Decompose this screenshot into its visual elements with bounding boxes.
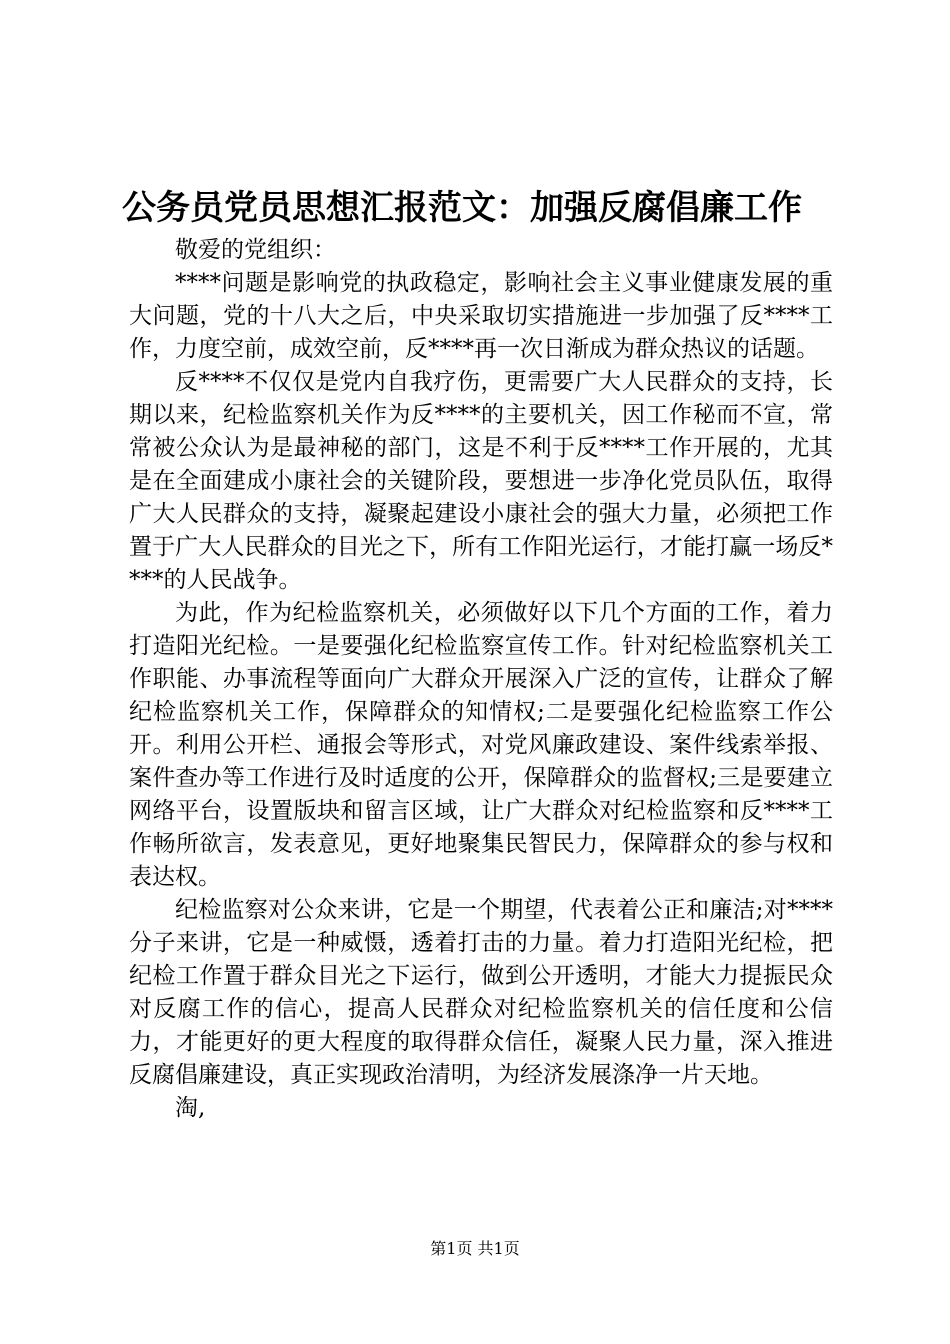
document-body bbox=[129, 234, 833, 1125]
paragraph-2: 反****不仅仅是党内自我疗伤，更需要广大人民群众的支持，长期以来，纪检监察机关作为反****的主要机关，因工作秘而不宣，常常被公众认为是最神秘的部门，这是不利于反****工作开展的，尤其是在全面建成小康社会的关键阶段，要想进一步净化党员队伍，取得广大人民群众的支持，凝聚起建设小康社会的强大力量，必须把工作置于广大人民群众的目光之下，所有工作阳光运行，才能打赢一场反****的人民战争。 bbox=[129, 369, 833, 593]
greeting: 敬爱的党组织： bbox=[175, 237, 336, 263]
page-number-footer: 第1页 共1页 bbox=[430, 1239, 520, 1258]
paragraph-3: 为此，作为纪检监察机关，必须做好以下几个方面的工作，着力打造阳光纪检。一是要强化纪检监察宣传工作。针对纪检监察机关工作职能、办事流程等面向广大群众开展深入广泛的宣传，让群众了解纪检监察机关工作，保障群众的知情权;二是要强化纪检监察工作公开。利用公开栏、通报会等形式，对党风廉政建设、案件线索举报、案件查办等工作进行及时适度的公开，保障群众的监督权;三是要建立网络平台，设置版块和留言区域，让广大群众对纪检监察和反****工作畅所欲言，发表意见，更好地聚集民智民力，保障群众的参与权和表达权。 bbox=[129, 600, 833, 890]
closing: 淘, bbox=[175, 1095, 206, 1121]
document-title: 公务员党员思想汇报范文：加强反腐倡廉工作 bbox=[122, 188, 802, 228]
paragraph-1: ****问题是影响党的执政稳定，影响社会主义事业健康发展的重大问题，党的十八大之后，中央采取切实措施进一步加强了反****工作，力度空前，成效空前，反****再一次日渐成为群众热议的话题。 bbox=[129, 270, 833, 362]
paragraph-4: 纪检监察对公众来讲，它是一个期望，代表着公正和廉洁;对****分子来讲，它是一种威慑，透着打击的力量。着力打造阳光纪检，把纪检工作置于群众目光之下运行，做到公开透明，才能大力提振民众对反腐工作的信心，提高人民群众对纪检监察机关的信任度和公信力，才能更好的更大程度的取得群众信任，凝聚人民力量，深入推进反腐倡廉建设，真正实现政治清明，为经济发展涤净一片天地。 bbox=[129, 897, 833, 1088]
